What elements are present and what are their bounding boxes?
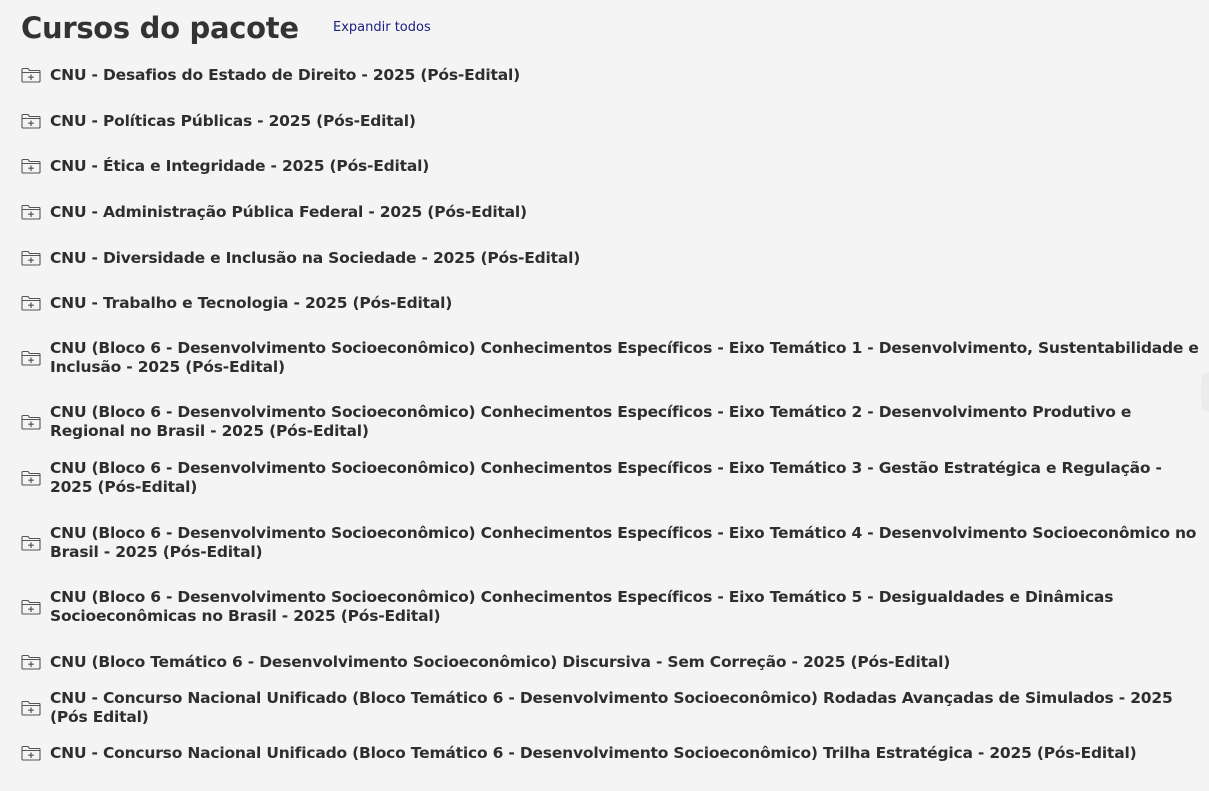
folder-plus-icon[interactable] [21, 745, 41, 761]
course-item[interactable] [21, 338, 1199, 378]
course-item[interactable] [21, 402, 1199, 442]
folder-plus-icon[interactable] [21, 350, 41, 366]
folder-plus-icon[interactable] [21, 599, 41, 615]
course-title: CNU - Concurso Nacional Unificado (Bloco Temático 6 - Desenvolvimento Socioeconômico) Rodadas Avançadas de Simulados - 2025 (Pós Edital) [50, 689, 1173, 726]
course-title: CNU - Ética e Integridade - 2025 (Pós-Edital) [50, 156, 430, 175]
course-item[interactable] [21, 688, 1199, 728]
folder-plus-icon[interactable] [21, 470, 41, 486]
folder-plus-icon[interactable] [21, 700, 41, 716]
course-item[interactable] [21, 55, 1199, 95]
folder-plus-icon[interactable] [21, 535, 41, 551]
folder-plus-icon[interactable] [21, 295, 41, 311]
folder-plus-icon[interactable] [21, 113, 41, 129]
course-title: CNU - Diversidade e Inclusão na Sociedade - 2025 (Pós-Edital) [50, 248, 581, 267]
folder-plus-icon[interactable] [21, 414, 41, 430]
course-title: CNU - Desafios do Estado de Direito - 2025 (Pós-Edital) [50, 65, 520, 84]
expand-all-link[interactable]: Expandir todos [333, 20, 431, 35]
course-item[interactable] [21, 146, 1199, 186]
course-title: CNU (Bloco 6 - Desenvolvimento Socioeconômico) Conhecimentos Específicos - Eixo Temático 1 - Desenvolvimento, Sustentabilidade e Inclusão - 2025 (Pós-Edital) [50, 339, 1199, 376]
course-title: CNU - Concurso Nacional Unificado (Bloco Temático 6 - Desenvolvimento Socioeconômico) Trilha Estratégica - 2025 (Pós-Edital) [50, 743, 1137, 762]
course-title: CNU - Administração Pública Federal - 2025 (Pós-Edital) [50, 202, 527, 221]
scroll-handle[interactable] [1201, 372, 1209, 412]
folder-plus-icon[interactable] [21, 654, 41, 670]
course-item[interactable] [21, 101, 1199, 141]
folder-plus-icon[interactable] [21, 158, 41, 174]
course-title: CNU (Bloco 6 - Desenvolvimento Socioeconômico) Conhecimentos Específicos - Eixo Temático 5 - Desigualdades e Dinâmicas Socioeconômicas no Brasil - 2025 (Pós-Edital) [50, 588, 1114, 625]
page-title: Cursos do pacote [21, 11, 299, 45]
course-title: CNU (Bloco Temático 6 - Desenvolvimento Socioeconômico) Discursiva - Sem Correção - 2025 (Pós-Edital) [50, 652, 951, 671]
course-item[interactable] [21, 238, 1199, 278]
course-item[interactable] [21, 283, 1199, 323]
folder-plus-icon[interactable] [21, 204, 41, 220]
course-title: CNU - Políticas Públicas - 2025 (Pós-Edital) [50, 111, 416, 130]
course-item[interactable] [21, 523, 1199, 563]
course-item[interactable] [21, 733, 1199, 773]
folder-plus-icon[interactable] [21, 67, 41, 83]
folder-plus-icon[interactable] [21, 250, 41, 266]
course-item[interactable] [21, 642, 1199, 682]
course-title: CNU (Bloco 6 - Desenvolvimento Socioeconômico) Conhecimentos Específicos - Eixo Temático 3 - Gestão Estratégica e Regulação - 2025 (Pós-Edital) [50, 459, 1162, 496]
course-title: CNU - Trabalho e Tecnologia - 2025 (Pós-Edital) [50, 293, 453, 312]
course-item[interactable] [21, 192, 1199, 232]
course-item[interactable] [21, 587, 1199, 627]
course-title: CNU (Bloco 6 - Desenvolvimento Socioeconômico) Conhecimentos Específicos - Eixo Temático 2 - Desenvolvimento Produtivo e Regional no Brasil - 2025 (Pós-Edital) [50, 403, 1132, 440]
course-title: CNU (Bloco 6 - Desenvolvimento Socioeconômico) Conhecimentos Específicos - Eixo Temático 4 - Desenvolvimento Socioeconômico no Brasil - 2025 (Pós-Edital) [50, 524, 1197, 561]
course-item[interactable] [21, 458, 1199, 498]
